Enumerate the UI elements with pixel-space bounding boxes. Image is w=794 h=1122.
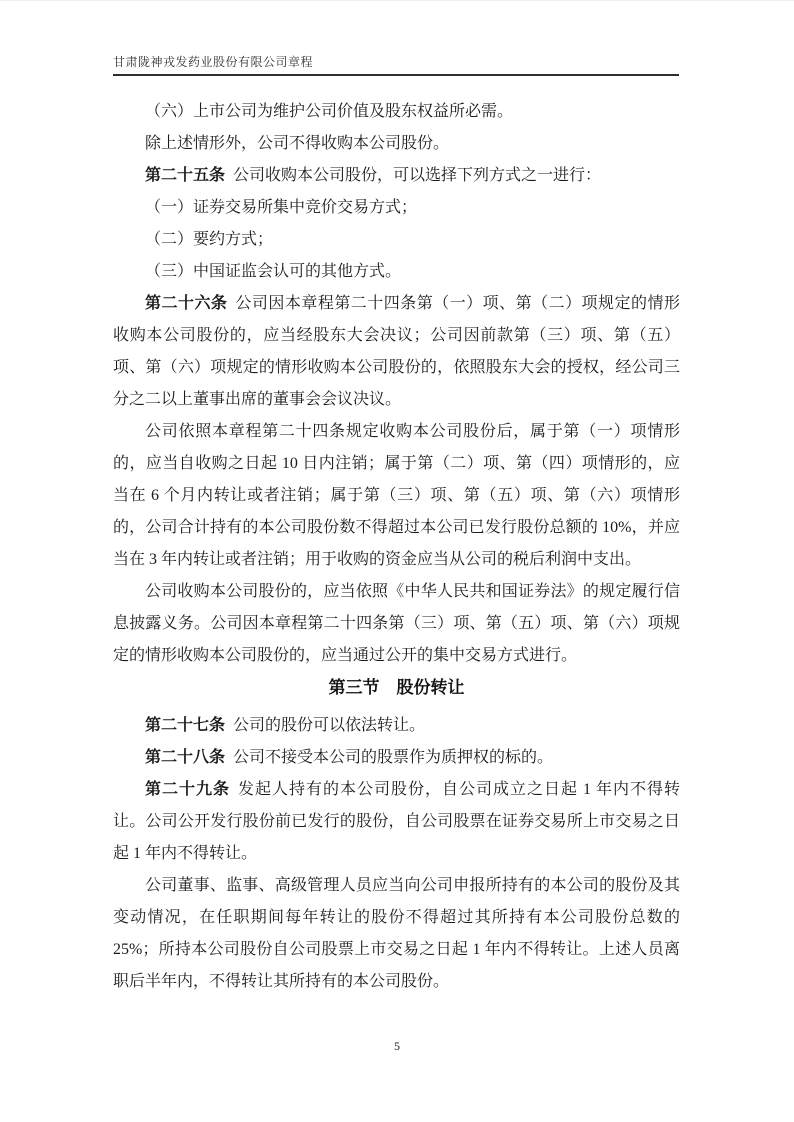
paragraph-text: 除上述情形外，公司不得收购本公司股份。 xyxy=(145,135,450,152)
article-number: 第二十七条 xyxy=(145,717,226,734)
paragraph-text: （一）证券交易所集中竞价交易方式； xyxy=(145,199,418,216)
paragraph-text: 公司因本章程第二十四条第（一）项、第（二）项规定的情形收购本公司股份的，应当经股东大会决议；公司因前款第（三）项、第（五）项、第（六）项规定的情形收购本公司股份的，依照股东大会的授权，经公司三分之二以上董事出席的董事会会议决议。 xyxy=(113,295,680,408)
paragraph xyxy=(113,128,680,160)
article-number: 第二十六条 xyxy=(145,295,228,312)
paragraph xyxy=(113,96,680,128)
page-number: 5 xyxy=(394,1039,400,1053)
paragraph xyxy=(113,416,680,576)
paragraph-text: 公司依照本章程第二十四条规定收购本公司股份后，属于第（一）项情形的，应当自收购之日起 10 日内注销；属于第（二）项、第（四）项情形的，应当在 6 个月内转让或者注销；属于第（三）项、第（五）项、第（六）项情形的，公司合计持有的本公司股份数不得超过本公司已发行股份总额的 10%，并应当在 3 年内转让或者注销；用于收购的资金应当从公司的税后利润中支出。 xyxy=(113,423,680,568)
section-heading: 第三节 股份转让 xyxy=(328,678,465,697)
paragraph-text: （二）要约方式； xyxy=(145,231,274,248)
paragraph-text: （六）上市公司为维护公司价值及股东权益所必需。 xyxy=(145,103,514,120)
paragraph-text: 公司收购本公司股份的，应当依照《中华人民共和国证券法》的规定履行信息披露义务。公司因本章程第二十四条第（三）项、第（五）项、第（六）项规定的情形收购本公司股份的，应当通过公开的集中交易方式进行。 xyxy=(113,583,680,664)
paragraph-text: 公司的股份可以依法转让。 xyxy=(233,717,426,734)
article-number: 第二十五条 xyxy=(145,167,226,184)
paragraph xyxy=(113,774,680,870)
paragraph xyxy=(113,192,680,224)
paragraph xyxy=(113,710,680,742)
page-header xyxy=(113,55,679,76)
paragraph-text: 发起人持有的本公司股份，自公司成立之日起 1 年内不得转让。公司公开发行股份前已发行的股份，自公司股票在证券交易所上市交易之日起 1 年内不得转让。 xyxy=(113,781,680,862)
article-number: 第二十九条 xyxy=(145,781,230,798)
paragraph xyxy=(113,870,680,998)
paragraph xyxy=(113,256,680,288)
document-body xyxy=(113,96,680,998)
paragraph-text: 公司收购本公司股份，可以选择下列方式之一进行： xyxy=(233,167,602,184)
paragraph xyxy=(113,576,680,672)
article-number: 第二十八条 xyxy=(145,749,226,766)
paragraph xyxy=(113,224,680,256)
paragraph xyxy=(113,742,680,774)
paragraph-text: （三）中国证监会认可的其他方式。 xyxy=(145,263,402,280)
paragraph-text: 公司不接受本公司的股票作为质押权的标的。 xyxy=(233,749,554,766)
paragraph xyxy=(113,288,680,416)
header-title: 甘肃陇神戎发药业股份有限公司章程 xyxy=(113,55,314,69)
paragraph xyxy=(113,160,680,192)
paragraph-text: 公司董事、监事、高级管理人员应当向公司申报所持有的本公司的股份及其变动情况，在任职期间每年转让的股份不得超过其所持有本公司股份总数的 25%；所持本公司股份自公司股票上市交易之日起 1 年内不得转让。上述人员离职后半年内，不得转让其所持有的本公司股份。 xyxy=(113,877,680,990)
